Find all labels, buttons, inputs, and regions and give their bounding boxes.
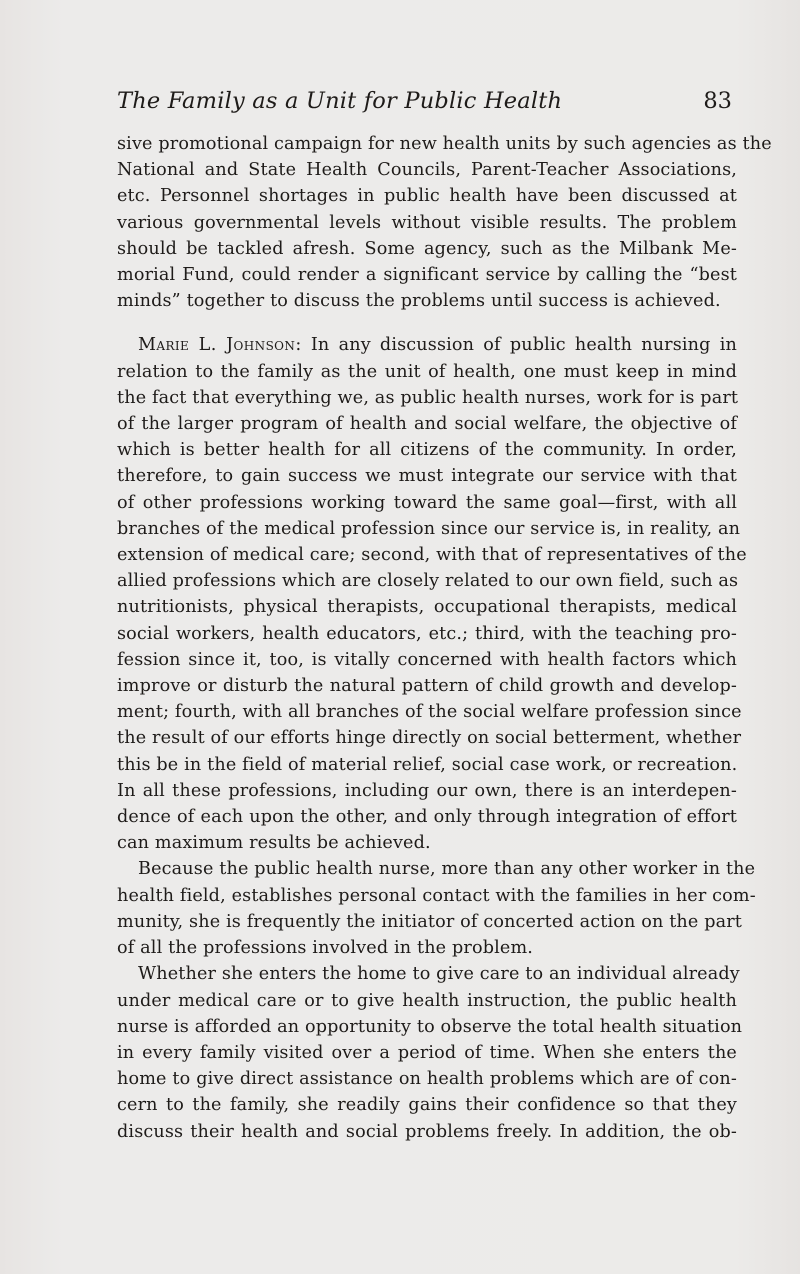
- text-line: discuss their health and social problems freely. In addition, the ob-: [117, 1121, 737, 1142]
- paragraph-gap: [117, 314, 737, 332]
- running-title: The Family as a Unit for Public Health: [117, 88, 563, 114]
- running-head: [117, 88, 732, 122]
- text-line: munity, she is frequently the initiator of concerted action on the part: [117, 911, 743, 932]
- text-line: in every family visited over a period of time. When she enters the: [117, 1042, 737, 1063]
- paragraph-continued: [117, 131, 772, 314]
- text-line: extension of medical care; second, with that of representatives of the: [117, 545, 747, 566]
- text-line: minds” together to discuss the problems until success is achieved.: [117, 291, 721, 312]
- text-line: etc. Personnel shortages in public health have been discussed at: [117, 186, 737, 207]
- text-line: should be tackled afresh. Some agency, such as the Milbank Me-: [117, 238, 737, 259]
- speaker-name: Marie L. Johnson:: [138, 335, 302, 356]
- text-line: branches of the medical profession since our service is, in reality, an: [117, 518, 741, 539]
- speaker-line-text: In any discussion of public health nursing in: [310, 335, 737, 356]
- text-line: which is better health for all citizens of the community. In order,: [117, 440, 737, 461]
- text-line: the fact that everything we, as public health nurses, work for is part: [117, 387, 739, 408]
- paragraph-marie-johnson: [117, 332, 747, 856]
- text-line: sive promotional campaign for new health units by such agencies as the: [117, 134, 772, 154]
- text-line: dence of each upon the other, and only through integration of effort: [117, 807, 737, 828]
- text-line: of all the professions involved in the problem.: [117, 938, 534, 959]
- text-line: morial Fund, could render a significant service by calling the “best: [117, 265, 737, 286]
- text-line: under medical care or to give health instruction, the public health: [117, 990, 737, 1011]
- paragraph-nurse-contact: [117, 856, 756, 961]
- text-line: this be in the field of material relief, social case work, or recreation.: [117, 754, 738, 775]
- text-line: ment; fourth, with all branches of the social welfare profession since: [117, 702, 742, 723]
- text-line: various governmental levels without visible results. The problem: [117, 212, 737, 233]
- text-line: therefore, to gain success we must integrate our service with that: [117, 466, 737, 487]
- text-line: In all these professions, including our own, there is an interdepen-: [117, 780, 737, 801]
- text-line: can maximum results be achieved.: [117, 833, 431, 854]
- text-line: social workers, health educators, etc.; third, with the teaching pro-: [117, 623, 737, 644]
- text-line: health field, establishes personal contact with the families in her com-: [117, 885, 756, 906]
- text-line: allied professions which are closely related to our own field, such as: [117, 571, 739, 592]
- text-line: cern to the family, she readily gains their confidence so that they: [117, 1095, 737, 1116]
- body-text: [117, 131, 772, 1145]
- text-line: of the larger program of health and social welfare, the objective of: [117, 414, 737, 435]
- text-line: improve or disturb the natural pattern of child growth and develop-: [117, 676, 737, 697]
- text-line: relation to the family as the unit of health, one must keep in mind: [117, 361, 737, 382]
- paragraph-home-visit: [117, 961, 743, 1144]
- text-line-with-speaker: [117, 332, 737, 358]
- page-number: 83: [703, 88, 732, 114]
- text-line: nutritionists, physical therapists, occupational therapists, medical: [117, 597, 737, 618]
- text-line: home to give direct assistance on health problems which are of con-: [117, 1069, 737, 1090]
- text-line: Because the public health nurse, more than any other worker in the: [138, 859, 756, 880]
- text-line: of other professions working toward the same goal—first, with all: [117, 492, 737, 513]
- text-line: nurse is afforded an opportunity to observe the total health situation: [117, 1016, 743, 1037]
- text-line: the result of our efforts hinge directly on social betterment, whether: [117, 728, 742, 749]
- text-line: National and State Health Councils, Parent-Teacher Associations,: [117, 160, 737, 181]
- text-line: fession since it, too, is vitally concerned with health factors which: [117, 649, 737, 670]
- text-line: Whether she enters the home to give care to an individual already: [138, 964, 740, 985]
